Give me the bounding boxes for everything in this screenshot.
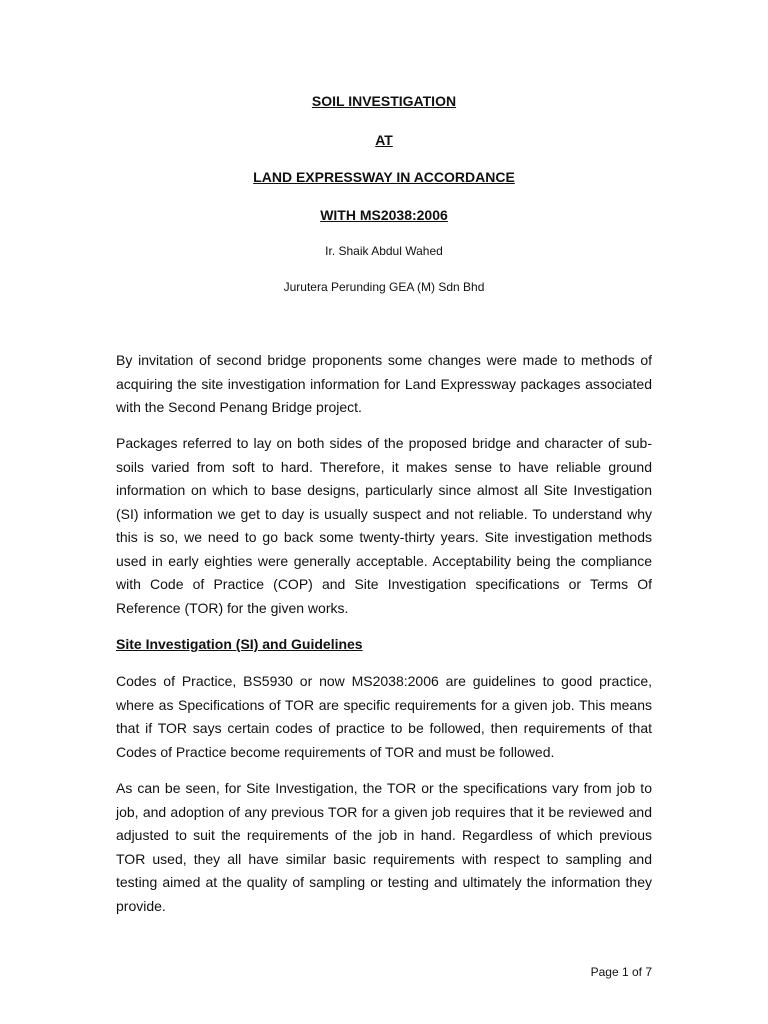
paragraph-packages: Packages referred to lay on both sides of the proposed bridge and character of sub-soils varied from soft to hard. Therefore, it makes sense to have reliable ground information on which to base designs, particularly since almost all Site Investigation (SI) information we get to day is usually suspect and not reliable. To understand why this is so, we need to go back some twenty-thirty years. Site investigation methods used in early eighties were generally acceptable. Acceptability being the compliance with Code of Practice (COP) and Site Investigation specifications or Terms Of Reference (TOR) for the given works. bbox=[116, 435, 652, 616]
title-line-4: WITH MS2038:2006 bbox=[320, 207, 448, 223]
paragraph-tor-specifications: As can be seen, for Site Investigation, the TOR or the specifications vary from job to job, and adoption of any previous TOR for a given job requires that it be reviewed and adjusted to suit the requirements of the job in hand. Regardless of which previous TOR used, they all have similar basic requirements with respect to sampling and testing aimed at the quality of sampling or testing and ultimately the information they provide. bbox=[116, 780, 652, 914]
page-number: Page 1 of 7 bbox=[590, 965, 652, 979]
title-line-2: AT bbox=[375, 132, 393, 148]
author-name: Ir. Shaik Abdul Wahed bbox=[325, 244, 443, 258]
company-name: Jurutera Perunding GEA (M) Sdn Bhd bbox=[283, 280, 485, 294]
paragraph-codes-of-practice: Codes of Practice, BS5930 or now MS2038:2006 are guidelines to good practice, where as Specifications of TOR are specific requirements for a given job. This means that if TOR says certain codes of practice to be followed, then requirements of that Codes of Practice become requirements of TOR and must be followed. bbox=[116, 673, 652, 760]
section-heading-si-guidelines: Site Investigation (SI) and Guidelines bbox=[116, 636, 363, 652]
title-line-3: LAND EXPRESSWAY IN ACCORDANCE bbox=[253, 169, 515, 185]
title-line-1: SOIL INVESTIGATION bbox=[311, 93, 457, 109]
paragraph-introduction: By invitation of second bridge proponents some changes were made to methods of acquiring the site investigation information for Land Expressway packages associated with the Second Penang Bridge project. bbox=[116, 352, 652, 415]
